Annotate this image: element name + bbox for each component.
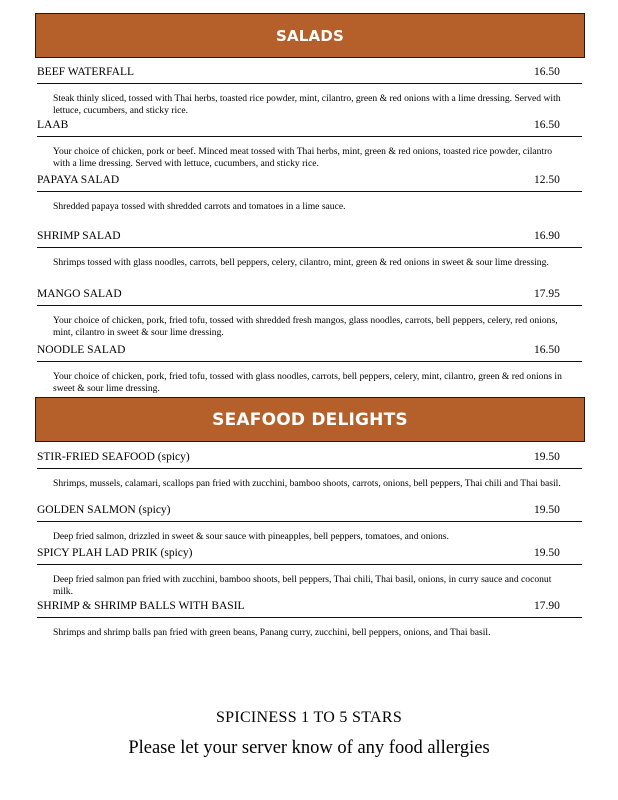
item-divider bbox=[37, 136, 582, 137]
salads-section-header bbox=[35, 13, 585, 58]
item-divider bbox=[37, 247, 582, 248]
item-name: PAPAYA SALAD bbox=[37, 174, 120, 186]
item-description: Deep fried salmon, drizzled in sweet & sour sauce with pineapples, bell peppers, tomatoes, and onions. bbox=[53, 531, 449, 542]
salads-title: SALADS bbox=[275, 26, 345, 45]
item-description: Your choice of chicken, pork or beef. Minced meat tossed with Thai herbs, mint, green & red onions, toasted rice powder, cilantro with a lime dressing. Served with lettuce, cucumbers, and sticky rice. bbox=[53, 146, 553, 169]
item-description: Shrimps, mussels, calamari, scallops pan fried with zucchini, bamboo shoots, carrots, onions, bell peppers, Thai chili and Thai basil. bbox=[53, 478, 561, 489]
item-divider bbox=[37, 361, 582, 362]
item-name: GOLDEN SALMON (spicy) bbox=[37, 504, 171, 516]
item-name: NOODLE SALAD bbox=[37, 344, 126, 356]
menu-item-papaya-salad bbox=[37, 174, 582, 213]
item-description: Shrimps and shrimp balls pan fried with green beans, Panang curry, zucchini, bell peppers, onions, and Thai basil. bbox=[53, 627, 491, 638]
allergy-note: Please let your server know of any food allergies bbox=[128, 738, 490, 758]
item-divider bbox=[37, 191, 582, 192]
item-name: BEEF WATERFALL bbox=[37, 66, 135, 78]
spiciness-note: SPICINESS 1 TO 5 STARS bbox=[215, 709, 403, 726]
seafood-section-header bbox=[35, 397, 585, 442]
item-divider bbox=[37, 521, 582, 522]
item-price: 19.50 bbox=[534, 451, 560, 463]
item-price: 16.50 bbox=[534, 66, 560, 78]
seafood-title: SEAFOOD DELIGHTS bbox=[212, 409, 408, 430]
item-price: 19.50 bbox=[534, 547, 560, 559]
item-price: 19.50 bbox=[534, 504, 560, 516]
item-name: STIR-FRIED SEAFOOD (spicy) bbox=[37, 451, 190, 463]
item-name: SHRIMP SALAD bbox=[37, 230, 121, 242]
menu-item-golden-salmon bbox=[37, 504, 582, 543]
menu-item-shrimp-balls-basil bbox=[37, 600, 582, 639]
item-name: LAAB bbox=[37, 119, 69, 131]
item-name: SPICY PLAH LAD PRIK (spicy) bbox=[37, 547, 193, 559]
item-divider bbox=[37, 617, 582, 618]
menu-item-beef-waterfall bbox=[37, 66, 582, 117]
item-price: 16.50 bbox=[534, 344, 560, 356]
menu-item-mango-salad bbox=[37, 288, 582, 339]
item-divider bbox=[37, 83, 582, 84]
item-price: 17.95 bbox=[534, 288, 560, 300]
item-name: MANGO SALAD bbox=[37, 288, 122, 300]
item-description: Shredded papaya tossed with shredded carrots and tomatoes in a lime sauce. bbox=[53, 201, 346, 212]
menu-item-laab bbox=[37, 119, 582, 170]
item-name: SHRIMP & SHRIMP BALLS WITH BASIL bbox=[37, 600, 245, 612]
item-price: 16.50 bbox=[534, 119, 560, 131]
item-description: Steak thinly sliced, tossed with Thai herbs, toasted rice powder, mint, cilantro, green & red onions with a lime dressing. Served with lettuce, cucumbers, and sticky rice. bbox=[53, 93, 561, 116]
item-divider bbox=[37, 305, 582, 306]
item-description: Your choice of chicken, pork, fried tofu, tossed with glass noodles, carrots, bell peppers, celery, mint, cilantro, green & red onions in sweet & sour lime dressing. bbox=[53, 371, 562, 394]
menu-item-shrimp-salad bbox=[37, 230, 582, 269]
item-divider bbox=[37, 468, 582, 469]
item-description: Deep fried salmon pan fried with zucchini, bamboo shoots, bell peppers, Thai chili, Thai basil, onions, in curry sauce and coconut milk. bbox=[53, 574, 552, 597]
item-description: Shrimps tossed with glass noodles, carrots, bell peppers, celery, cilantro, mint, green & red onions in sweet & sour lime dressing. bbox=[53, 257, 549, 268]
item-description: Your choice of chicken, pork, fried tofu, tossed with shredded fresh mangos, glass noodles, carrots, bell peppers, celery, red onions, mint, cilantro in sweet & sour lime dressing. bbox=[53, 315, 558, 338]
menu-item-stir-fried-seafood bbox=[37, 451, 582, 490]
menu-item-noodle-salad bbox=[37, 344, 582, 395]
item-price: 16.90 bbox=[534, 230, 560, 242]
item-divider bbox=[37, 564, 582, 565]
item-price: 12.50 bbox=[534, 174, 560, 186]
item-price: 17.90 bbox=[534, 600, 560, 612]
menu-item-spicy-plah-lad-prik bbox=[37, 547, 582, 598]
